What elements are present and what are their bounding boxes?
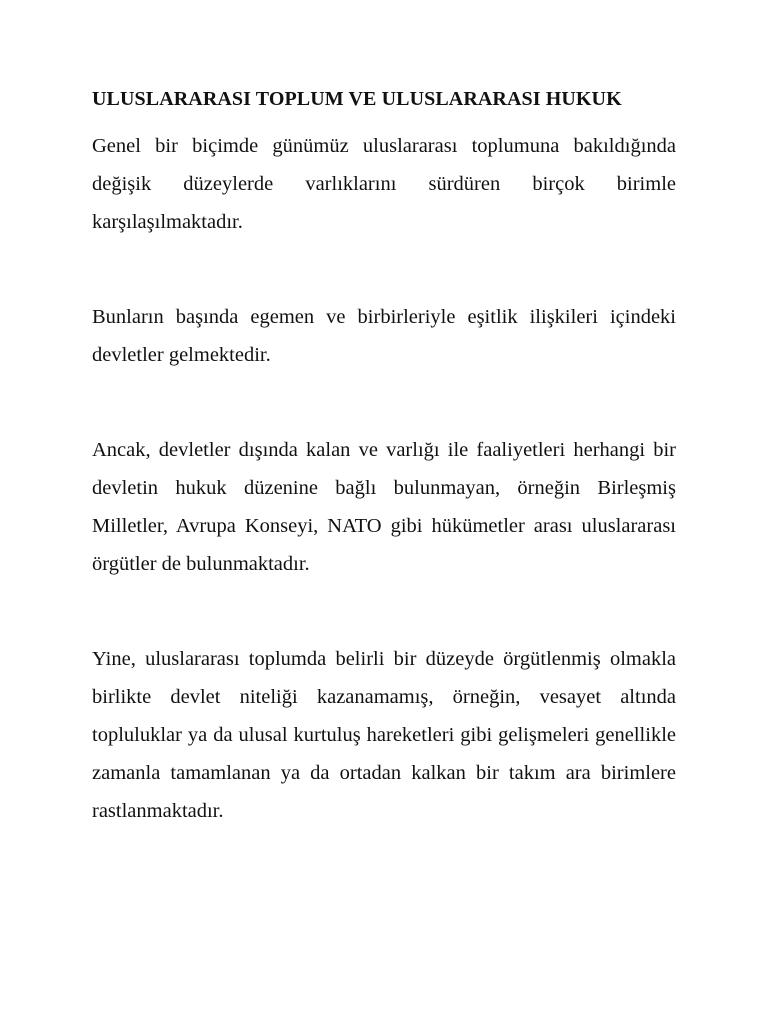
document-page (92, 80, 676, 830)
paragraph-1: Genel bir biçimde günümüz uluslararası toplumuna bakıldığında değişik düzeylerde varlıklarını sürdüren birçok birimle karşılaşılmaktadır. (92, 135, 676, 233)
paragraph-3: Ancak, devletler dışında kalan ve varlığı ile faaliyetleri herhangi bir devletin hukuk düzenine bağlı bulunmayan, örneğin Birleşmiş Milletler, Avrupa Konseyi, NATO gibi hükümetler arası uluslararası örgütler de bulunmaktadır. (92, 439, 676, 575)
document-title: ULUSLARARASI TOPLUM VE ULUSLARARASI HUKUK (92, 88, 622, 110)
paragraph-2: Bunların başında egemen ve birbirleriyle eşitlik ilişkileri içindeki devletler gelmektedir. (92, 306, 676, 366)
paragraph-4: Yine, uluslararası toplumda belirli bir düzeyde örgütlenmiş olmakla birlikte devlet niteliği kazanamamış, örneğin, vesayet altında topluluklar ya da ulusal kurtuluş hareketleri gibi gelişmeleri genellikle zamanla tamamlanan ya da ortadan kalkan bir takım ara birimlere rastlanmaktadır. (92, 648, 676, 822)
